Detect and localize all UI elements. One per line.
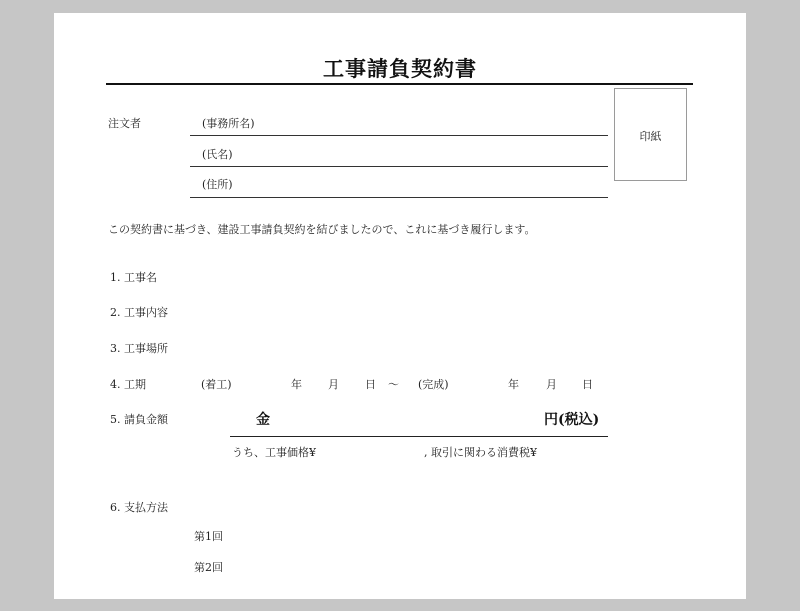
payment-installment-2: 第2回 — [194, 561, 223, 574]
amount-prefix: 金 — [256, 412, 270, 428]
amount-breakdown-price: うち、工事価格¥ — [232, 446, 316, 459]
period-start-year: 年 — [291, 378, 302, 391]
client-address-line[interactable] — [190, 197, 608, 198]
title-underline — [106, 83, 693, 85]
period-start-day: 日 — [365, 378, 376, 391]
item-work-location: 3. 工事場所 — [110, 342, 168, 355]
revenue-stamp-box — [614, 88, 687, 181]
client-label: 注文者 — [108, 117, 141, 130]
period-end-month: 月 — [546, 378, 557, 391]
period-start-label: (着工) — [201, 378, 232, 391]
period-end-day: 日 — [582, 378, 593, 391]
contract-page — [54, 13, 746, 599]
item-work-content: 2. 工事内容 — [110, 306, 168, 319]
period-start-month: 月 — [328, 378, 339, 391]
amount-line[interactable] — [230, 436, 608, 437]
client-office-name-line[interactable] — [190, 135, 608, 136]
intro-text: この契約書に基づき、建設工事請負契約を結びましたので、これに基づき履行します。 — [108, 223, 536, 236]
item-period-label: 4. 工期 — [110, 378, 146, 391]
item-amount-label: 5. 請負金額 — [110, 413, 168, 426]
period-end-label: (完成) — [418, 378, 449, 391]
revenue-stamp-label: 印紙 — [639, 130, 662, 143]
amount-suffix: 円(税込) — [544, 412, 600, 428]
client-name-label: (氏名) — [202, 148, 233, 161]
period-end-year: 年 — [508, 378, 519, 391]
document-title: 工事請負契約書 — [323, 56, 477, 81]
payment-installment-1: 第1回 — [194, 530, 223, 543]
client-office-name-label: (事務所名) — [202, 117, 255, 130]
amount-breakdown-tax: , 取引に関わる消費税¥ — [424, 446, 537, 459]
item-payment-label: 6. 支払方法 — [110, 501, 168, 514]
client-name-line[interactable] — [190, 166, 608, 167]
item-work-name: 1. 工事名 — [110, 271, 157, 284]
client-address-label: (住所) — [202, 178, 233, 191]
period-tilde: 〜 — [388, 378, 399, 391]
